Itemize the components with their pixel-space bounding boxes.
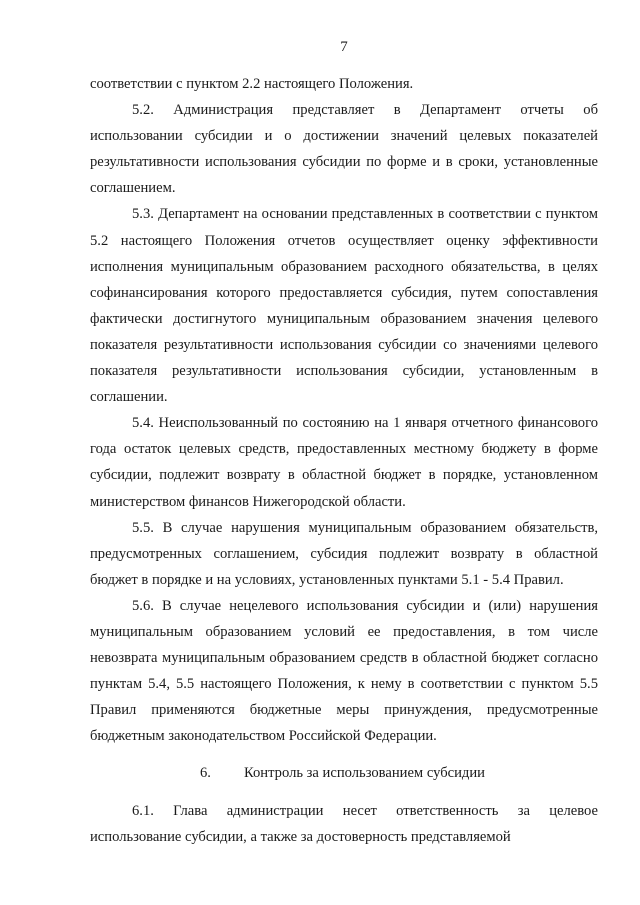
section-heading [90,760,598,786]
document-body [90,71,598,850]
paragraph-5-6: 5.6. В случае нецелевого использования субсидии и (или) нарушения муниципальным образованием условий ее предоставления, в том числе невозврата муниципальным образованием средств в областной бюджет согласно пунктам 5.4, 5.5 настоящего Положения, к нему в соответствии с пунктом 5.5 Правил применяются бюджетные меры принуждения, предусмотренные бюджетным законодательством Российской Федерации. [90,597,598,745]
paragraph-5-5: 5.5. В случае нарушения муниципальным образованием обязательств, предусмотренных соглашением, субсидия подлежит возврату в областной бюджет в порядке и на условиях, установленных пунктами 5.1 - 5.4 Правил. [90,519,598,588]
paragraph-5-3: 5.3. Департамент на основании представленных в соответствии с пунктом 5.2 настоящего Положения отчетов осуществляет оценку эффективности исполнения муниципальным образованием расходного обязательства, в целях софинансирования которого предоставляется субсидия, путем сопоставления фактически достигнутого муниципальным образованием значения целевого показателя результативности использования субсидии со значениями целевого показателя результативности использования субсидии, установленным в соглашении. [90,206,598,406]
paragraph-6-1: 6.1. Глава администрации несет ответственность за целевое использование субсидии, а также за достоверность представляемой [90,802,598,845]
paragraph-5-2: 5.2. Администрация представляет в Департамент отчеты об использовании субсидии и о достижении значений целевых показателей результативности использования субсидии по форме и в сроки, установленные соглашением. [90,102,598,197]
section-number: 6. [200,765,211,782]
page-number: 7 [340,39,348,55]
paragraph-continuation: соответствии с пунктом 2.2 настоящего Положения. [90,76,414,92]
section-title: Контроль за использованием субсидии [244,765,485,782]
paragraph-5-4: 5.4. Неиспользованный по состоянию на 1 января отчетного финансового года остаток целевых средств, предоставленных местному бюджету в форме субсидии, подлежит возврату в областной бюджет в порядке, установленном министерством финансов Нижегородской области. [90,415,598,510]
